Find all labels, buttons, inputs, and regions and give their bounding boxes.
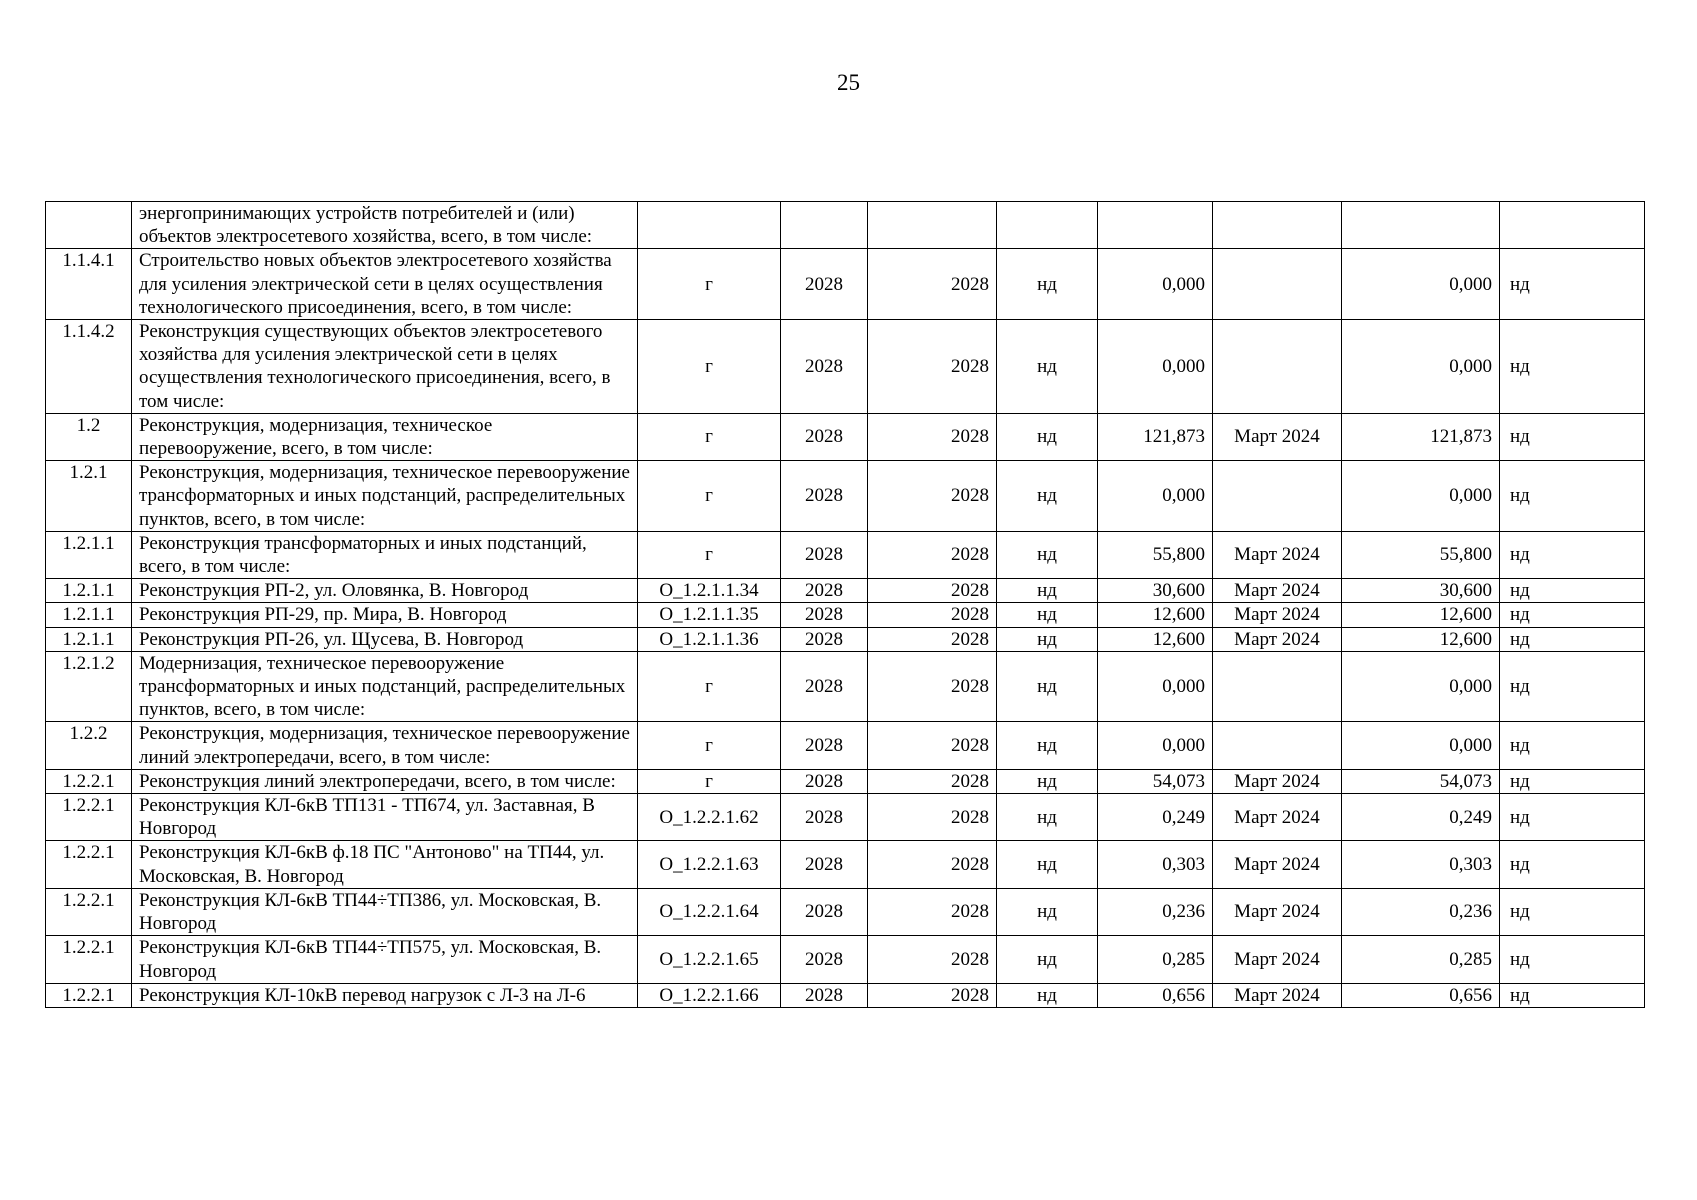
- cost-value-cell: 121,873: [1098, 413, 1213, 460]
- year-start-cell: 2028: [781, 627, 868, 651]
- object-name-cell: Реконструкция существующих объектов электросетевого хозяйства для усиления электрической сети в целях осуществления технологического присоединения, всего, в том числе:: [132, 320, 638, 414]
- nd-marker-2-cell: нд: [1500, 794, 1645, 841]
- object-code-cell: O_1.2.1.1.34: [638, 579, 781, 603]
- price-date-cell: Март 2024: [1213, 769, 1342, 793]
- object-name-cell: Реконструкция РП-26, ул. Щусева, В. Новгород: [132, 627, 638, 651]
- year-start-cell: 2028: [781, 794, 868, 841]
- year-end-cell: 2028: [868, 627, 997, 651]
- nd-marker-2-cell: [1500, 202, 1645, 249]
- row-number-cell: 1.2.1.1: [46, 603, 132, 627]
- object-code-cell: O_1.2.2.1.66: [638, 983, 781, 1007]
- row-number-cell: 1.2.2.1: [46, 983, 132, 1007]
- cost-value-cell: 0,000: [1098, 651, 1213, 722]
- cost-value-cell: 0,000: [1098, 722, 1213, 769]
- price-date-cell: [1213, 651, 1342, 722]
- row-number-cell: 1.2.1.2: [46, 651, 132, 722]
- cost-value-cell: 0,236: [1098, 888, 1213, 935]
- year-end-cell: 2028: [868, 936, 997, 983]
- object-code-cell: O_1.2.2.1.63: [638, 841, 781, 888]
- price-date-cell: Март 2024: [1213, 603, 1342, 627]
- nd-marker-cell: нд: [997, 722, 1098, 769]
- year-start-cell: 2028: [781, 531, 868, 578]
- year-end-cell: 2028: [868, 531, 997, 578]
- table-row: [46, 722, 1645, 769]
- table-row: [46, 841, 1645, 888]
- row-number-cell: [46, 202, 132, 249]
- object-code-cell: г: [638, 461, 781, 532]
- year-start-cell: 2028: [781, 413, 868, 460]
- table-row: [46, 320, 1645, 414]
- table-row: [46, 249, 1645, 320]
- year-start-cell: 2028: [781, 769, 868, 793]
- object-name-cell: Реконструкция, модернизация, техническое перевооружение трансформаторных и иных подстанций, распределительных пунктов, всего, в том числе:: [132, 461, 638, 532]
- price-date-cell: Март 2024: [1213, 413, 1342, 460]
- price-date-cell: Март 2024: [1213, 888, 1342, 935]
- object-code-cell: г: [638, 722, 781, 769]
- year-start-cell: 2028: [781, 603, 868, 627]
- year-end-cell: 2028: [868, 794, 997, 841]
- year-start-cell: 2028: [781, 461, 868, 532]
- nd-marker-2-cell: нд: [1500, 603, 1645, 627]
- object-name-cell: Модернизация, техническое перевооружение трансформаторных и иных подстанций, распределительных пунктов, всего, в том числе:: [132, 651, 638, 722]
- nd-marker-cell: нд: [997, 651, 1098, 722]
- cost-value-cell: 30,600: [1098, 579, 1213, 603]
- nd-marker-cell: [997, 202, 1098, 249]
- nd-marker-cell: нд: [997, 936, 1098, 983]
- nd-marker-cell: нд: [997, 603, 1098, 627]
- year-start-cell: 2028: [781, 983, 868, 1007]
- object-code-cell: г: [638, 413, 781, 460]
- nd-marker-cell: нд: [997, 249, 1098, 320]
- cost-value-cell: 12,600: [1098, 627, 1213, 651]
- row-number-cell: 1.2.2.1: [46, 769, 132, 793]
- nd-marker-2-cell: нд: [1500, 888, 1645, 935]
- cost-value-cell: 0,285: [1098, 936, 1213, 983]
- nd-marker-cell: нд: [997, 320, 1098, 414]
- object-name-cell: энергопринимающих устройств потребителей и (или) объектов электросетевого хозяйства, всего, в том числе:: [132, 202, 638, 249]
- object-code-cell: г: [638, 769, 781, 793]
- object-name-cell: Реконструкция линий электропередачи, всего, в том числе:: [132, 769, 638, 793]
- year-start-cell: 2028: [781, 888, 868, 935]
- object-name-cell: Строительство новых объектов электросетевого хозяйства для усиления электрической сети в целях осуществления технологического присоединения, всего, в том числе:: [132, 249, 638, 320]
- nd-marker-2-cell: нд: [1500, 722, 1645, 769]
- price-date-cell: [1213, 249, 1342, 320]
- table-row: [46, 603, 1645, 627]
- table-row: [46, 983, 1645, 1007]
- row-number-cell: 1.2.1.1: [46, 531, 132, 578]
- row-number-cell: 1.2.1: [46, 461, 132, 532]
- table-row: [46, 794, 1645, 841]
- table-row: [46, 651, 1645, 722]
- nd-marker-2-cell: нд: [1500, 461, 1645, 532]
- object-name-cell: Реконструкция трансформаторных и иных подстанций, всего, в том числе:: [132, 531, 638, 578]
- investment-program-table: [45, 201, 1645, 1008]
- year-end-cell: 2028: [868, 722, 997, 769]
- object-code-cell: O_1.2.1.1.35: [638, 603, 781, 627]
- cost-value-total-cell: 12,600: [1342, 603, 1500, 627]
- year-start-cell: 2028: [781, 936, 868, 983]
- object-name-cell: Реконструкция РП-29, пр. Мира, В. Новгород: [132, 603, 638, 627]
- year-start-cell: 2028: [781, 320, 868, 414]
- nd-marker-cell: нд: [997, 413, 1098, 460]
- cost-value-total-cell: 0,000: [1342, 651, 1500, 722]
- cost-value-total-cell: 55,800: [1342, 531, 1500, 578]
- price-date-cell: Март 2024: [1213, 936, 1342, 983]
- price-date-cell: Март 2024: [1213, 627, 1342, 651]
- year-end-cell: 2028: [868, 603, 997, 627]
- row-number-cell: 1.2.1.1: [46, 627, 132, 651]
- nd-marker-cell: нд: [997, 769, 1098, 793]
- table-row: [46, 413, 1645, 460]
- object-code-cell: O_1.2.2.1.64: [638, 888, 781, 935]
- object-code-cell: г: [638, 651, 781, 722]
- table-row: [46, 579, 1645, 603]
- price-date-cell: Март 2024: [1213, 579, 1342, 603]
- nd-marker-2-cell: нд: [1500, 249, 1645, 320]
- nd-marker-2-cell: нд: [1500, 531, 1645, 578]
- cost-value-total-cell: 0,303: [1342, 841, 1500, 888]
- object-name-cell: Реконструкция КЛ-10кВ перевод нагрузок с Л-3 на Л-6: [132, 983, 638, 1007]
- price-date-cell: [1213, 202, 1342, 249]
- object-code-cell: г: [638, 531, 781, 578]
- cost-value-total-cell: 121,873: [1342, 413, 1500, 460]
- object-code-cell: [638, 202, 781, 249]
- year-end-cell: 2028: [868, 461, 997, 532]
- nd-marker-cell: нд: [997, 983, 1098, 1007]
- object-code-cell: O_1.2.2.1.62: [638, 794, 781, 841]
- cost-value-cell: [1098, 202, 1213, 249]
- table-row: [46, 531, 1645, 578]
- nd-marker-cell: нд: [997, 579, 1098, 603]
- cost-value-total-cell: 0,285: [1342, 936, 1500, 983]
- row-number-cell: 1.1.4.1: [46, 249, 132, 320]
- price-date-cell: [1213, 320, 1342, 414]
- row-number-cell: 1.2.2: [46, 722, 132, 769]
- cost-value-total-cell: 0,236: [1342, 888, 1500, 935]
- cost-value-total-cell: 0,000: [1342, 722, 1500, 769]
- cost-value-total-cell: 54,073: [1342, 769, 1500, 793]
- nd-marker-cell: нд: [997, 888, 1098, 935]
- price-date-cell: Март 2024: [1213, 794, 1342, 841]
- cost-value-total-cell: 30,600: [1342, 579, 1500, 603]
- row-number-cell: 1.2.2.1: [46, 936, 132, 983]
- nd-marker-cell: нд: [997, 461, 1098, 532]
- cost-value-cell: 55,800: [1098, 531, 1213, 578]
- cost-value-total-cell: 12,600: [1342, 627, 1500, 651]
- cost-value-total-cell: [1342, 202, 1500, 249]
- year-start-cell: 2028: [781, 722, 868, 769]
- nd-marker-2-cell: нд: [1500, 983, 1645, 1007]
- cost-value-total-cell: 0,000: [1342, 249, 1500, 320]
- nd-marker-cell: нд: [997, 794, 1098, 841]
- cost-value-cell: 0,000: [1098, 320, 1213, 414]
- cost-value-cell: 0,249: [1098, 794, 1213, 841]
- year-start-cell: 2028: [781, 579, 868, 603]
- object-name-cell: Реконструкция, модернизация, техническое перевооружение, всего, в том числе:: [132, 413, 638, 460]
- object-name-cell: Реконструкция, модернизация, техническое перевооружение линий электропередачи, всего, в том числе:: [132, 722, 638, 769]
- year-end-cell: 2028: [868, 249, 997, 320]
- object-name-cell: Реконструкция КЛ-6кВ ТП44÷ТП386, ул. Московская, В. Новгород: [132, 888, 638, 935]
- cost-value-cell: 54,073: [1098, 769, 1213, 793]
- row-number-cell: 1.2.2.1: [46, 841, 132, 888]
- nd-marker-2-cell: нд: [1500, 579, 1645, 603]
- table-row: [46, 769, 1645, 793]
- year-start-cell: 2028: [781, 249, 868, 320]
- nd-marker-2-cell: нд: [1500, 320, 1645, 414]
- nd-marker-2-cell: нд: [1500, 651, 1645, 722]
- year-end-cell: 2028: [868, 983, 997, 1007]
- page-number: 25: [837, 70, 860, 95]
- cost-value-cell: 0,656: [1098, 983, 1213, 1007]
- nd-marker-cell: нд: [997, 841, 1098, 888]
- year-start-cell: 2028: [781, 841, 868, 888]
- nd-marker-2-cell: нд: [1500, 936, 1645, 983]
- year-start-cell: 2028: [781, 651, 868, 722]
- year-start-cell: [781, 202, 868, 249]
- cost-value-total-cell: 0,656: [1342, 983, 1500, 1007]
- row-number-cell: 1.2: [46, 413, 132, 460]
- year-end-cell: 2028: [868, 888, 997, 935]
- table-row: [46, 461, 1645, 532]
- price-date-cell: Март 2024: [1213, 983, 1342, 1007]
- row-number-cell: 1.1.4.2: [46, 320, 132, 414]
- year-end-cell: 2028: [868, 769, 997, 793]
- object-name-cell: Реконструкция РП-2, ул. Оловянка, В. Новгород: [132, 579, 638, 603]
- year-end-cell: 2028: [868, 651, 997, 722]
- cost-value-cell: 12,600: [1098, 603, 1213, 627]
- price-date-cell: [1213, 461, 1342, 532]
- cost-value-cell: 0,000: [1098, 249, 1213, 320]
- cost-value-total-cell: 0,000: [1342, 320, 1500, 414]
- year-end-cell: [868, 202, 997, 249]
- nd-marker-cell: нд: [997, 627, 1098, 651]
- object-code-cell: г: [638, 320, 781, 414]
- object-name-cell: Реконструкция КЛ-6кВ ф.18 ПС "Антоново" на ТП44, ул. Московская, В. Новгород: [132, 841, 638, 888]
- cost-value-total-cell: 0,249: [1342, 794, 1500, 841]
- table-body: [46, 202, 1645, 1008]
- price-date-cell: [1213, 722, 1342, 769]
- price-date-cell: Март 2024: [1213, 531, 1342, 578]
- object-name-cell: Реконструкция КЛ-6кВ ТП44÷ТП575, ул. Московская, В. Новгород: [132, 936, 638, 983]
- nd-marker-2-cell: нд: [1500, 627, 1645, 651]
- price-date-cell: Март 2024: [1213, 841, 1342, 888]
- object-code-cell: O_1.2.2.1.65: [638, 936, 781, 983]
- object-name-cell: Реконструкция КЛ-6кВ ТП131 - ТП674, ул. Заставная, В Новгород: [132, 794, 638, 841]
- nd-marker-2-cell: нд: [1500, 841, 1645, 888]
- table-row: [46, 202, 1645, 249]
- cost-value-cell: 0,000: [1098, 461, 1213, 532]
- nd-marker-2-cell: нд: [1500, 413, 1645, 460]
- nd-marker-cell: нд: [997, 531, 1098, 578]
- row-number-cell: 1.2.2.1: [46, 888, 132, 935]
- row-number-cell: 1.2.1.1: [46, 579, 132, 603]
- table-row: [46, 627, 1645, 651]
- cost-value-total-cell: 0,000: [1342, 461, 1500, 532]
- table-row: [46, 888, 1645, 935]
- year-end-cell: 2028: [868, 413, 997, 460]
- row-number-cell: 1.2.2.1: [46, 794, 132, 841]
- year-end-cell: 2028: [868, 320, 997, 414]
- year-end-cell: 2028: [868, 841, 997, 888]
- nd-marker-2-cell: нд: [1500, 769, 1645, 793]
- object-code-cell: г: [638, 249, 781, 320]
- cost-value-cell: 0,303: [1098, 841, 1213, 888]
- year-end-cell: 2028: [868, 579, 997, 603]
- table-row: [46, 936, 1645, 983]
- object-code-cell: O_1.2.1.1.36: [638, 627, 781, 651]
